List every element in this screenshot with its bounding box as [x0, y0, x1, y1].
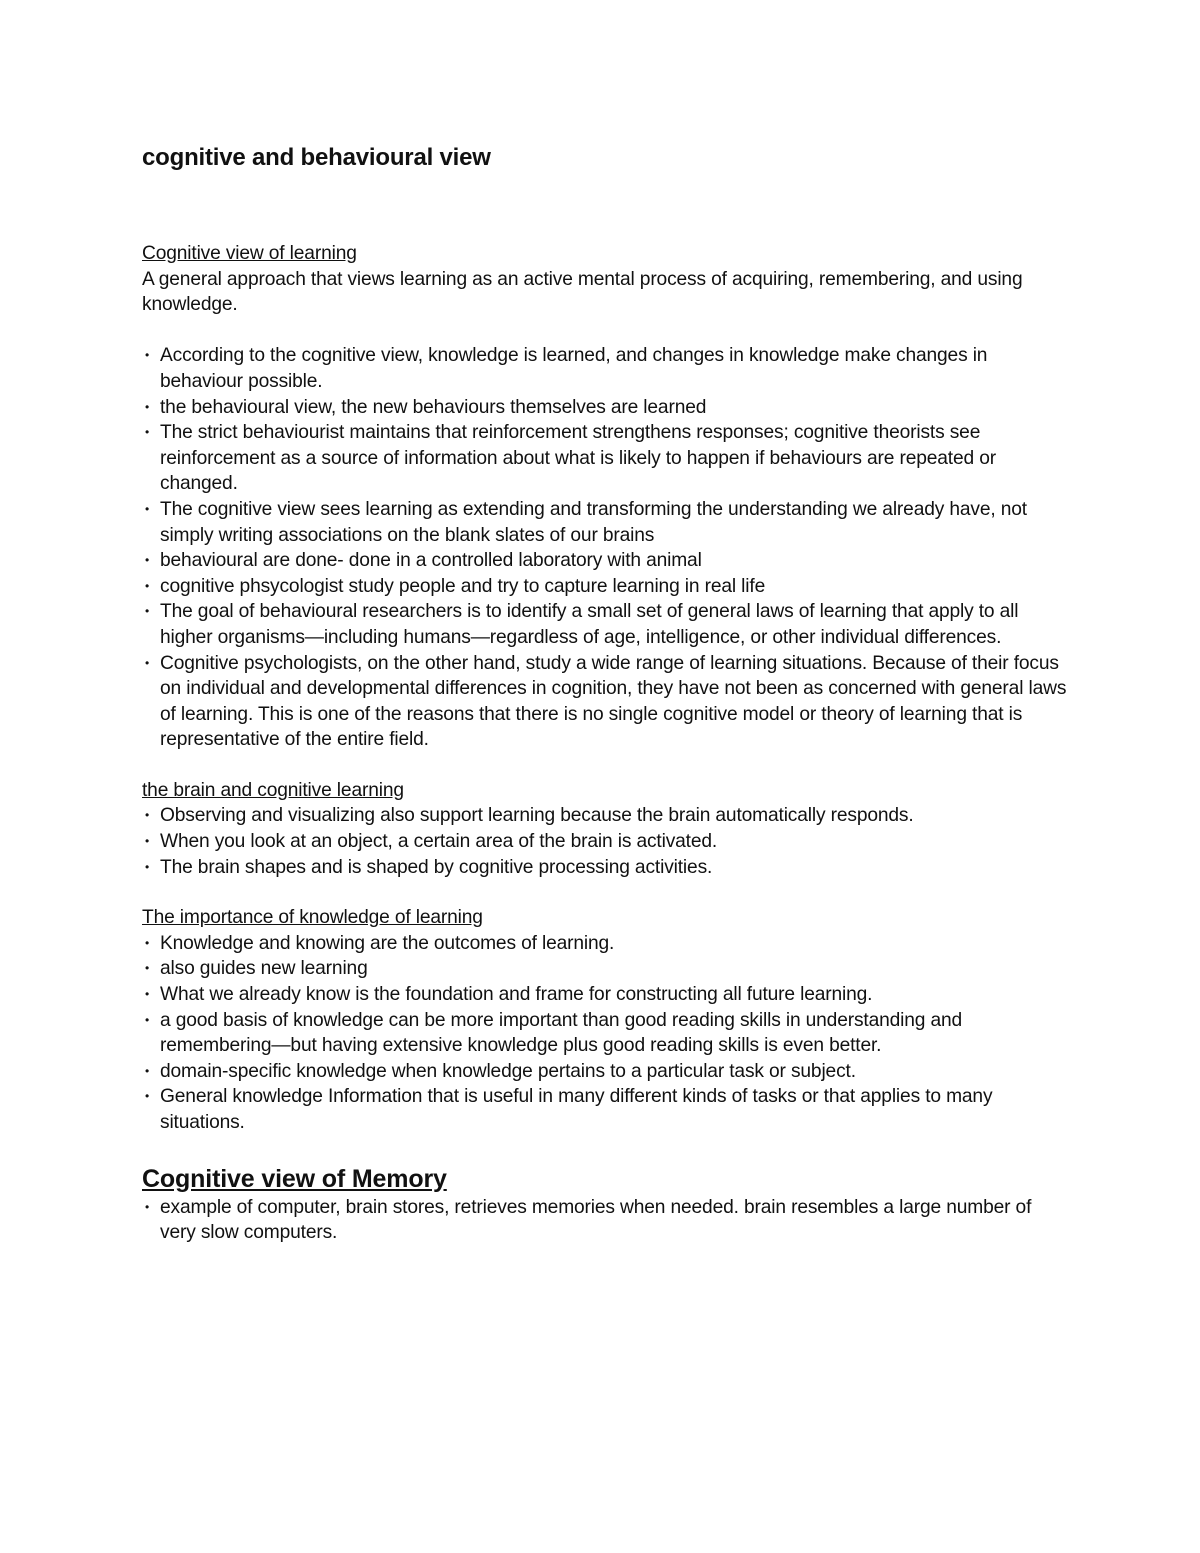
- list-item: [142, 548, 1067, 574]
- bullet-icon: •: [144, 501, 150, 516]
- document-page: [142, 140, 1067, 1246]
- section-heading: Cognitive view of Memory: [142, 1164, 447, 1193]
- bullet-icon: •: [144, 1012, 150, 1027]
- bullet-icon: •: [144, 859, 150, 874]
- bullet-icon: •: [144, 604, 150, 619]
- list-item-text: What we already know is the foundation and frame for constructing all future learning.: [160, 984, 873, 1006]
- list-item-text: a good basis of knowledge can be more important than good reading skills in understanding and remembering—but having extensive knowledge plus good reading skills is even better.: [160, 1009, 963, 1057]
- section-cognitive-view-of-memory: [142, 1163, 1067, 1246]
- section-cognitive-view-of-learning: [142, 241, 1067, 753]
- list-item-text: The goal of behavioural researchers is to identify a small set of general laws of learning that apply to all higher organisms—including humans—regardless of age, intelligence, or other individual differences.: [160, 601, 1019, 648]
- bullet-icon: •: [144, 578, 150, 593]
- list-item: [142, 803, 1067, 829]
- list-item-text: When you look at an object, a certain area of the brain is activated.: [160, 831, 718, 853]
- list-item-text: example of computer, brain stores, retrieves memories when needed. brain resembles a large number of very slow computers.: [160, 1196, 1032, 1244]
- list-item-text: According to the cognitive view, knowledge is learned, and changes in knowledge make changes in behaviour possible.: [160, 345, 988, 392]
- bullet-icon: •: [144, 348, 150, 363]
- section-intro: A general approach that views learning as an active mental process of acquiring, remembering, and using knowledge.: [142, 268, 1023, 316]
- list-item-text: Cognitive psychologists, on the other hand, study a wide range of learning situations. Because of their focus on individual and developmental differences in cognition, they have not been as concerned with general laws of learning. This is one of the reasons that there is no single cognitive model or theory of learning that is representative of the entire field.: [160, 652, 1067, 751]
- list-item-text: the behavioural view, the new behaviours themselves are learned: [160, 396, 707, 418]
- document-title: cognitive and behavioural view: [142, 144, 491, 171]
- list-item-text: behavioural are done- done in a controlled laboratory with animal: [160, 550, 702, 572]
- list-item-text: domain-specific knowledge when knowledge pertains to a particular task or subject.: [160, 1060, 856, 1082]
- list-item: [142, 956, 1067, 982]
- bullet-list: [142, 803, 1067, 880]
- list-item: [142, 931, 1067, 957]
- list-item: [142, 497, 1067, 548]
- section-heading: Cognitive view of learning: [142, 243, 357, 264]
- list-item: [142, 420, 1067, 497]
- bullet-list: [142, 931, 1067, 1136]
- bullet-icon: •: [144, 1199, 150, 1214]
- list-item-text: also guides new learning: [160, 958, 368, 980]
- bullet-icon: •: [144, 834, 150, 849]
- list-item-text: The brain shapes and is shaped by cognitive processing activities.: [160, 856, 713, 878]
- list-item: [142, 1008, 1067, 1059]
- bullet-icon: •: [144, 808, 150, 823]
- section-brain-and-cognitive-learning: [142, 778, 1067, 880]
- list-item-text: cognitive phsycologist study people and try to capture learning in real life: [160, 575, 766, 597]
- section-heading: The importance of knowledge of learning: [142, 907, 483, 929]
- list-item-text: The strict behaviourist maintains that reinforcement strengthens responses; cognitive theorists see reinforcement as a source of information about what is likely to happen if behaviours are repeated or changed.: [160, 422, 996, 495]
- list-item: [142, 599, 1067, 650]
- bullet-icon: •: [144, 1063, 150, 1078]
- list-item: [142, 1084, 1067, 1135]
- bullet-list: [142, 343, 1067, 753]
- bullet-icon: •: [144, 1089, 150, 1104]
- list-item: [142, 395, 1067, 421]
- list-item: [142, 1195, 1067, 1246]
- bullet-icon: •: [144, 399, 150, 414]
- bullet-icon: •: [144, 987, 150, 1002]
- section-heading: the brain and cognitive learning: [142, 779, 404, 801]
- list-item-text: The cognitive view sees learning as extending and transforming the understanding we already have, not simply writing associations on the blank slates of our brains: [160, 498, 1027, 546]
- list-item-text: Knowledge and knowing are the outcomes of learning.: [160, 932, 615, 954]
- list-item: [142, 855, 1067, 881]
- list-item: [142, 343, 1067, 394]
- list-item-text: Observing and visualizing also support learning because the brain automatically responds.: [160, 805, 914, 827]
- list-item: [142, 651, 1067, 753]
- list-item: [142, 829, 1067, 855]
- bullet-icon: •: [144, 961, 150, 976]
- bullet-list: [142, 1195, 1067, 1246]
- list-item: [142, 982, 1067, 1008]
- bullet-icon: •: [144, 425, 150, 440]
- list-item: [142, 574, 1067, 600]
- bullet-icon: •: [144, 553, 150, 568]
- list-item-text: General knowledge Information that is useful in many different kinds of tasks or that applies to many situations.: [160, 1086, 993, 1133]
- bullet-icon: •: [144, 655, 150, 670]
- bullet-icon: •: [144, 935, 150, 950]
- list-item: [142, 1059, 1067, 1085]
- section-importance-of-knowledge: [142, 905, 1067, 1135]
